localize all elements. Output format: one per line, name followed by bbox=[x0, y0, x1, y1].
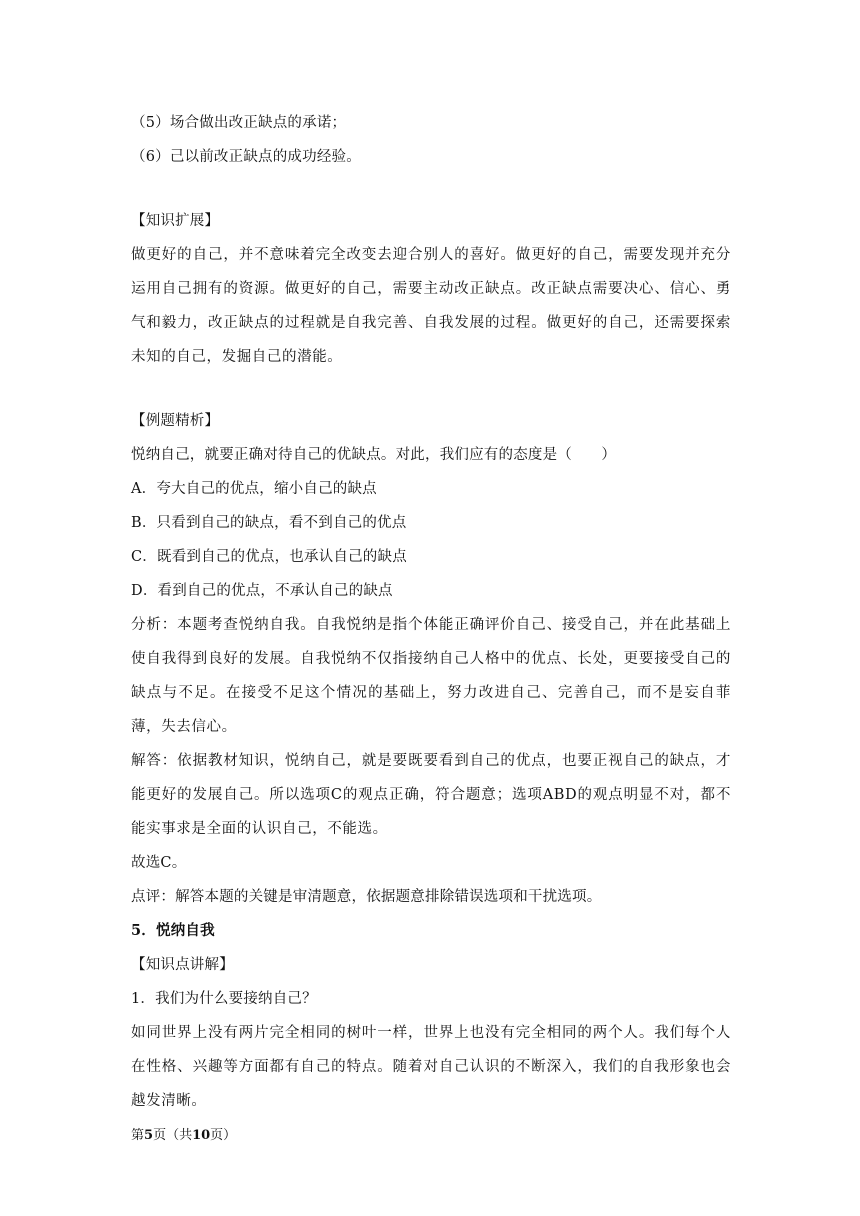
page-footer bbox=[131, 1126, 236, 1146]
page-content bbox=[131, 106, 731, 1118]
spacer bbox=[131, 374, 731, 404]
example-comment: 点评：解答本题的关键是审清题意，依据题意排除错误选项和干扰选项。 bbox=[131, 889, 602, 905]
option-a: A．夸大自己的优点，缩小自己的缺点 bbox=[131, 481, 377, 497]
example-answer: 解答：依据教材知识，悦纳自己，就是要既要看到自己的优点，也要正视自己的缺点，才能更好的发展自己。所以选项C的观点正确，符合题意；选项ABD的观点明显不对，都不能实事求是全面的认识自己，不能选。 bbox=[131, 753, 731, 837]
footer-middle: 页（共 bbox=[153, 1128, 193, 1143]
section-text: 如同世界上没有两片完全相同的树叶一样，世界上也没有完全相同的两个人。我们每个人在性格、兴趣等方面都有自己的特点。随着对自己认识的不断深入，我们的自我形象也会越发清晰。 bbox=[131, 1025, 731, 1109]
example-question: 悦纳自己，就要正确对待自己的优缺点。对此，我们应有的态度是（ ） bbox=[131, 447, 617, 463]
footer-page-number: 5 bbox=[144, 1128, 154, 1143]
question-heading: 1．我们为什么要接纳自己？ bbox=[131, 991, 317, 1007]
footer-suffix: 页） bbox=[210, 1128, 237, 1143]
section-title: 5．悦纳自我 bbox=[131, 922, 215, 939]
section-heading-knowledge-extension: 【知识扩展】 bbox=[131, 213, 220, 229]
list-item: （6）己以前改正缺点的成功经验。 bbox=[131, 149, 361, 165]
example-choice: 故选C。 bbox=[131, 855, 187, 871]
spacer bbox=[131, 174, 731, 204]
footer-total-pages: 10 bbox=[192, 1128, 211, 1143]
footer-prefix: 第 bbox=[131, 1128, 145, 1143]
section-subheading: 【知识点讲解】 bbox=[131, 957, 234, 973]
example-analysis: 分析：本题考查悦纳自我。自我悦纳是指个体能正确评价自己、接受自己，并在此基础上使自我得到良好的发展。自我悦纳不仅指接纳自己人格中的优点、长处，更要接受自己的缺点与不足。在接受不足这个情况的基础上，努力改进自己、完善自己，而不是妄自菲薄，失去信心。 bbox=[131, 617, 731, 735]
section-heading-example: 【例题精析】 bbox=[131, 413, 220, 429]
option-c: C．既看到自己的优点，也承认自己的缺点 bbox=[131, 549, 407, 565]
list-item: （5）场合做出改正缺点的承诺； bbox=[131, 115, 347, 131]
option-d: D．看到自己的优点，不承认自己的缺点 bbox=[131, 583, 393, 599]
option-b: B．只看到自己的缺点，看不到自己的优点 bbox=[131, 515, 407, 531]
knowledge-extension-text: 做更好的自己，并不意味着完全改变去迎合别人的喜好。做更好的自己，需要发现并充分运用自己拥有的资源。做更好的自己，需要主动改正缺点。改正缺点需要决心、信心、勇气和毅力，改正缺点的过程就是自我完善、自我发展的过程。做更好的自己，还需要探索未知的自己，发掘自己的潜能。 bbox=[131, 247, 731, 365]
